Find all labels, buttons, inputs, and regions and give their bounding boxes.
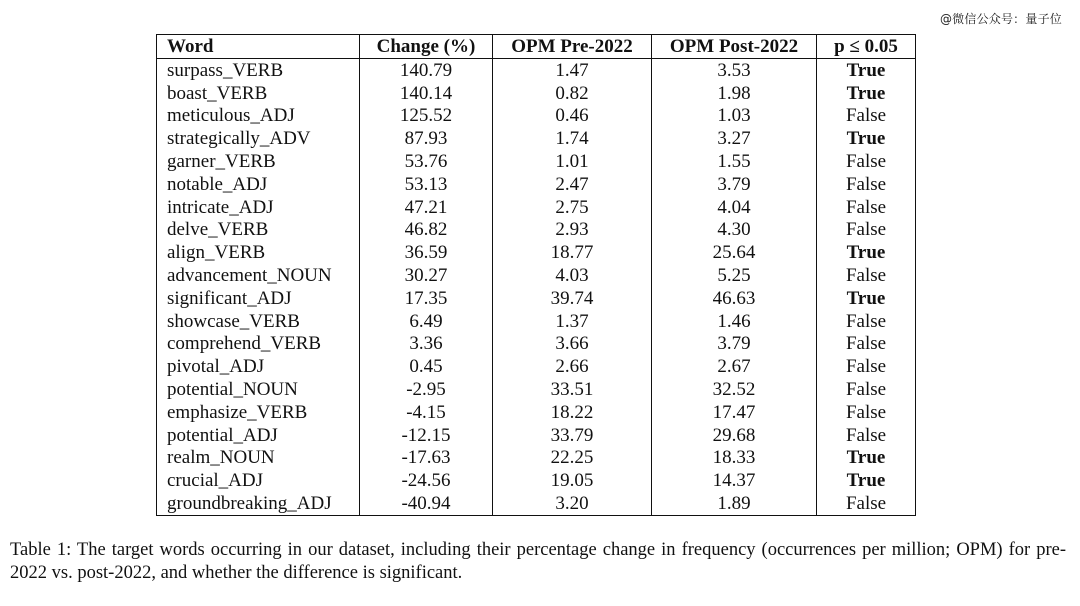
cell-change: 87.93: [360, 127, 493, 150]
header-row: [157, 35, 916, 59]
cell-opm-post: 3.79: [652, 173, 817, 196]
cell-change: -17.63: [360, 447, 493, 470]
cell-opm-pre: 4.03: [493, 264, 652, 287]
cell-significance: True: [817, 82, 916, 105]
cell-word: strategically_ADV: [157, 127, 360, 150]
cell-significance: False: [817, 264, 916, 287]
watermark-text: @微信公众号：量子位: [939, 12, 1062, 26]
results-table: [156, 34, 916, 516]
cell-significance: False: [817, 424, 916, 447]
table-row: [157, 469, 916, 492]
cell-change: 47.21: [360, 196, 493, 219]
table-body: [157, 59, 916, 516]
header-opm-post: OPM Post-2022: [652, 35, 817, 59]
cell-significance: False: [817, 173, 916, 196]
table-row: [157, 127, 916, 150]
cell-opm-post: 3.53: [652, 59, 817, 82]
cell-opm-pre: 1.74: [493, 127, 652, 150]
cell-opm-post: 46.63: [652, 287, 817, 310]
table-row: [157, 287, 916, 310]
cell-opm-pre: 18.77: [493, 241, 652, 264]
cell-opm-post: 4.30: [652, 219, 817, 242]
table-row: [157, 241, 916, 264]
cell-opm-post: 1.55: [652, 150, 817, 173]
cell-opm-pre: 39.74: [493, 287, 652, 310]
table-row: [157, 355, 916, 378]
cell-significance: True: [817, 469, 916, 492]
table-row: [157, 401, 916, 424]
cell-word: meticulous_ADJ: [157, 105, 360, 128]
cell-word: delve_VERB: [157, 219, 360, 242]
cell-word: comprehend_VERB: [157, 333, 360, 356]
table-row: [157, 378, 916, 401]
cell-opm-pre: 3.66: [493, 333, 652, 356]
table-row: [157, 447, 916, 470]
cell-change: 0.45: [360, 355, 493, 378]
cell-change: -2.95: [360, 378, 493, 401]
cell-opm-post: 1.89: [652, 492, 817, 515]
cell-change: 30.27: [360, 264, 493, 287]
cell-significance: False: [817, 401, 916, 424]
cell-significance: True: [817, 447, 916, 470]
cell-opm-pre: 2.75: [493, 196, 652, 219]
cell-word: boast_VERB: [157, 82, 360, 105]
cell-word: intricate_ADJ: [157, 196, 360, 219]
cell-opm-post: 32.52: [652, 378, 817, 401]
cell-word: potential_NOUN: [157, 378, 360, 401]
cell-word: pivotal_ADJ: [157, 355, 360, 378]
cell-word: notable_ADJ: [157, 173, 360, 196]
cell-change: 3.36: [360, 333, 493, 356]
cell-opm-pre: 3.20: [493, 492, 652, 515]
results-table-container: [156, 34, 916, 516]
cell-word: realm_NOUN: [157, 447, 360, 470]
cell-opm-pre: 1.01: [493, 150, 652, 173]
cell-change: 17.35: [360, 287, 493, 310]
cell-change: 53.76: [360, 150, 493, 173]
cell-opm-post: 2.67: [652, 355, 817, 378]
table-row: [157, 150, 916, 173]
cell-opm-pre: 0.82: [493, 82, 652, 105]
cell-opm-post: 17.47: [652, 401, 817, 424]
cell-significance: True: [817, 59, 916, 82]
cell-significance: False: [817, 333, 916, 356]
cell-word: advancement_NOUN: [157, 264, 360, 287]
table-row: [157, 264, 916, 287]
cell-change: -12.15: [360, 424, 493, 447]
cell-opm-pre: 19.05: [493, 469, 652, 492]
cell-significance: True: [817, 127, 916, 150]
table-row: [157, 310, 916, 333]
cell-significance: False: [817, 219, 916, 242]
table-header: [157, 35, 916, 59]
cell-significance: False: [817, 196, 916, 219]
table-caption: Table 1: The target words occurring in our dataset, including their percentage change in frequency (occurrences per million; OPM) for pre-2022 vs. post-2022, and whether the difference is significant.: [10, 540, 1066, 583]
cell-word: groundbreaking_ADJ: [157, 492, 360, 515]
cell-opm-pre: 1.47: [493, 59, 652, 82]
header-opm-pre: OPM Pre-2022: [493, 35, 652, 59]
cell-change: 140.79: [360, 59, 493, 82]
cell-change: 6.49: [360, 310, 493, 333]
cell-change: 46.82: [360, 219, 493, 242]
cell-word: surpass_VERB: [157, 59, 360, 82]
cell-opm-post: 3.27: [652, 127, 817, 150]
cell-opm-post: 25.64: [652, 241, 817, 264]
cell-opm-post: 4.04: [652, 196, 817, 219]
cell-opm-post: 29.68: [652, 424, 817, 447]
cell-change: -40.94: [360, 492, 493, 515]
cell-opm-post: 18.33: [652, 447, 817, 470]
cell-word: showcase_VERB: [157, 310, 360, 333]
cell-significance: False: [817, 492, 916, 515]
cell-word: emphasize_VERB: [157, 401, 360, 424]
cell-change: -24.56: [360, 469, 493, 492]
table-row: [157, 492, 916, 515]
cell-opm-post: 1.98: [652, 82, 817, 105]
table-row: [157, 196, 916, 219]
header-word: Word: [157, 35, 360, 59]
cell-significance: False: [817, 105, 916, 128]
cell-opm-post: 14.37: [652, 469, 817, 492]
cell-opm-pre: 0.46: [493, 105, 652, 128]
cell-significance: True: [817, 241, 916, 264]
cell-word: potential_ADJ: [157, 424, 360, 447]
cell-opm-pre: 1.37: [493, 310, 652, 333]
cell-word: align_VERB: [157, 241, 360, 264]
cell-change: 36.59: [360, 241, 493, 264]
table-row: [157, 219, 916, 242]
cell-opm-pre: 33.51: [493, 378, 652, 401]
cell-significance: False: [817, 378, 916, 401]
cell-opm-post: 1.03: [652, 105, 817, 128]
cell-significance: False: [817, 310, 916, 333]
cell-opm-pre: 2.47: [493, 173, 652, 196]
cell-opm-pre: 22.25: [493, 447, 652, 470]
cell-opm-post: 3.79: [652, 333, 817, 356]
cell-opm-post: 1.46: [652, 310, 817, 333]
table-row: [157, 82, 916, 105]
header-change: Change (%): [360, 35, 493, 59]
cell-opm-pre: 33.79: [493, 424, 652, 447]
cell-significance: False: [817, 150, 916, 173]
table-row: [157, 424, 916, 447]
header-significance: p ≤ 0.05: [817, 35, 916, 59]
table-row: [157, 59, 916, 82]
cell-change: -4.15: [360, 401, 493, 424]
cell-opm-pre: 2.66: [493, 355, 652, 378]
cell-word: crucial_ADJ: [157, 469, 360, 492]
table-row: [157, 333, 916, 356]
cell-change: 125.52: [360, 105, 493, 128]
cell-significance: True: [817, 287, 916, 310]
cell-word: significant_ADJ: [157, 287, 360, 310]
cell-change: 53.13: [360, 173, 493, 196]
cell-word: garner_VERB: [157, 150, 360, 173]
table-row: [157, 105, 916, 128]
cell-opm-post: 5.25: [652, 264, 817, 287]
cell-significance: False: [817, 355, 916, 378]
cell-opm-pre: 18.22: [493, 401, 652, 424]
table-row: [157, 173, 916, 196]
cell-opm-pre: 2.93: [493, 219, 652, 242]
cell-change: 140.14: [360, 82, 493, 105]
